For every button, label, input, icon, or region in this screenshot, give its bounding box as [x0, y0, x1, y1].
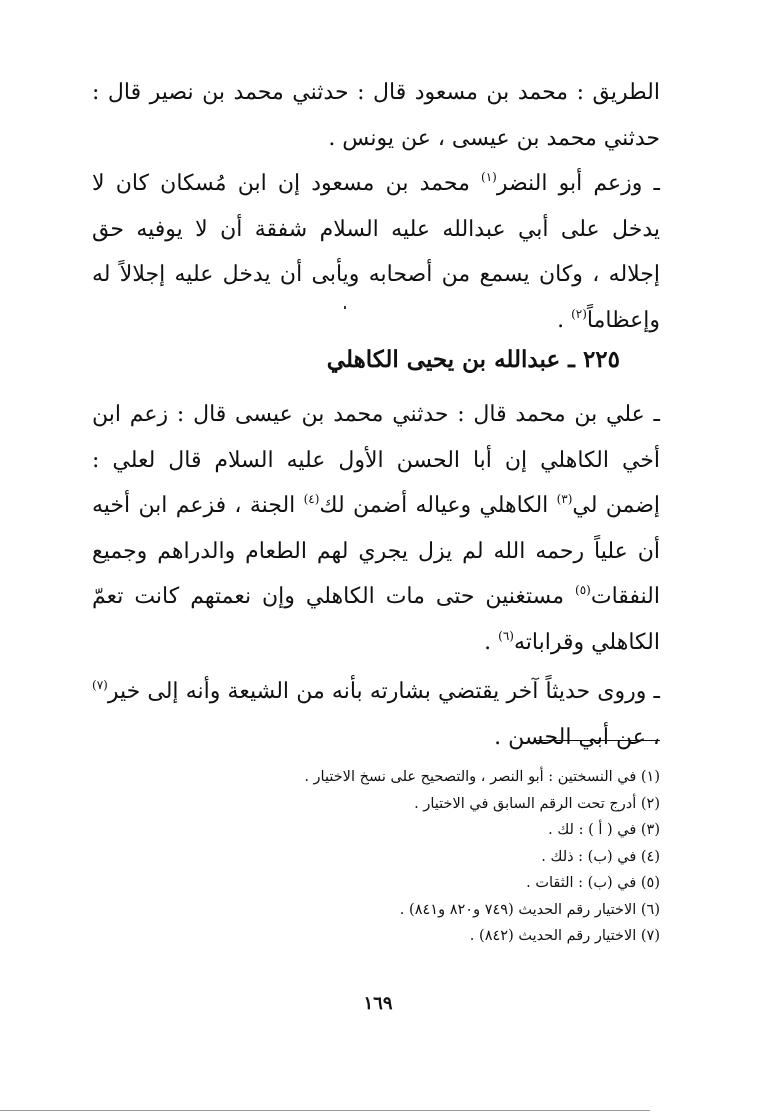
- footnotes-list: [100, 764, 660, 950]
- footnote-divider: [534, 740, 660, 741]
- footnote-item: (٤) في (ب) : ذلك .: [541, 848, 660, 865]
- footnote-item: (٧) الاختيار رقم الحديث (٨٤٢) .: [469, 928, 660, 944]
- paragraph-text: الطريق : محمد بن مسعود قال : حدثني محمد بن نصير قال : حدثني محمد بن عيسى ، عن يونس .: [92, 80, 660, 151]
- paragraph-text: الجنة ، فزعم ابن أخيه أن علياً رحمه الله لم يزل يجري لهم الطعام والدراهم وجميع النفقات: [92, 493, 660, 609]
- footnote-item: (٢) أدرج تحت الرقم السابق في الاختيار .: [414, 795, 660, 812]
- paragraph-text: محمد بن مسعود إن ابن مُسكان كان لا يدخل على أبي عبدالله عليه السلام شفقة أن لا يوفيه حق إجلاله ، وكان يسمع من أصحابه ويأبى أن يدخل عليه إجلالاً له وإعظاماً: [92, 171, 660, 333]
- footnote-item: (٣) في ( أ ) : لك .: [548, 822, 660, 838]
- footnote-ref-6: (٦): [498, 628, 514, 643]
- footnote-ref-3: (٣): [556, 492, 573, 506]
- paragraph-text: الكاهلي وعياله أضمن لك: [319, 493, 557, 518]
- page-number: ١٦٩: [363, 993, 393, 1014]
- footnote-ref-5: (٥): [575, 583, 591, 597]
- stray-mark: [344, 306, 346, 309]
- paragraph-chain-of-narration: [92, 70, 660, 161]
- footnote-item: (٦) الاختيار رقم الحديث (٧٤٩ و٨٢٠ و٨٤١) .: [399, 901, 660, 918]
- paragraph-text: مستغنين حتى مات الكاهلي وإن نعمتهم كانت تعمّ الكاهلي وقراباته: [92, 584, 660, 655]
- paragraph-end: ، عن أبي الحسن .: [494, 724, 660, 750]
- footnote-item: (٥) في (ب) : الثقات .: [526, 875, 660, 891]
- footnote-ref-2: (٢): [571, 306, 587, 321]
- paragraph-text: ـ علي بن محمد قال : حدثني محمد بن عيسى قال : زعم ابن أخي الكاهلي إن أبا الحسن الأول عليه السلام قال لعلي : إضمن لي: [92, 402, 660, 518]
- footnote-ref-4: (٤): [303, 492, 320, 506]
- top-section: [92, 70, 660, 343]
- footnote-ref-1: (١): [481, 170, 497, 184]
- scan-edge-line: [0, 1110, 650, 1111]
- paragraph-another-hadith: [92, 669, 660, 760]
- entry-heading: ٢٢٥ ـ عبدالله بن يحيى الكاهلي: [326, 346, 620, 373]
- paragraph-end: .: [484, 629, 499, 655]
- footnote-item: (١) في النسختين : أبو النصر ، والتصحيح على نسخ الاختيار .: [304, 769, 660, 785]
- paragraph-ibn-muskan: [92, 161, 660, 343]
- paragraph-kahili-narration: [92, 392, 660, 665]
- footnote-ref-7: (٧): [92, 678, 108, 692]
- paragraph-text: ـ وزعم أبو النضر: [496, 171, 660, 196]
- paragraph-text: ـ وروى حديثاً آخر يقتضي بشارته بأنه من الشيعة وأنه إلى خير: [107, 679, 660, 704]
- entry-section: [92, 392, 660, 760]
- paragraph-end: .: [557, 307, 572, 333]
